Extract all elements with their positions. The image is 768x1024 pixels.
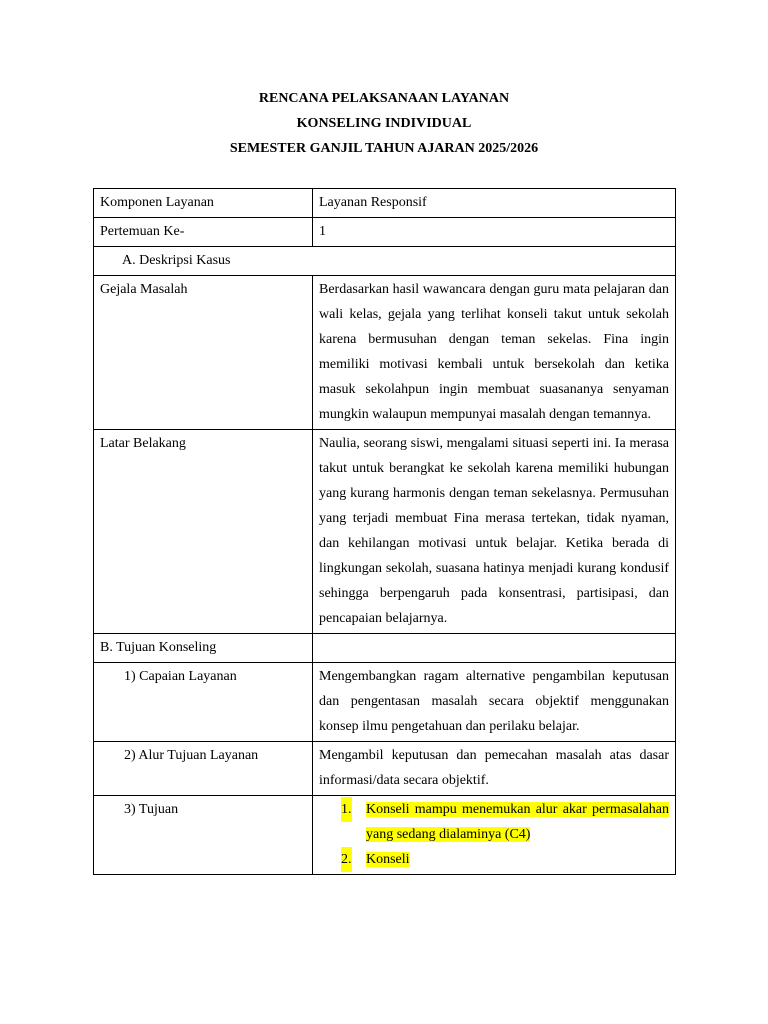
tujuan-label: 3) Tujuan bbox=[94, 796, 313, 875]
alur-value: Mengambil keputusan dan pemecahan masalah atas dasar informasi/data secara objektif. bbox=[313, 742, 676, 796]
list-text: Konseli mampu menemukan alur akar permasalahan yang sedang dialaminya (C4) bbox=[366, 802, 669, 842]
section-a-heading: A. Deskripsi Kasus bbox=[94, 247, 676, 276]
table-row bbox=[94, 796, 676, 875]
table-row bbox=[94, 276, 676, 430]
latar-value: Naulia, seorang siswi, mengalami situasi seperti ini. Ia merasa takut untuk berangkat ke sekolah karena memiliki hubungan yang kurang harmonis dengan teman sekelasnya. Permusuhan yang terjadi membuat Fina merasa tertekan, tidak nyaman, dan kehilangan motivasi untuk belajar. Ketika berada di lingkungan sekolah, suasana hatinya menjadi kurang kondusif sehingga berpengaruh pada konsentrasi, partisipasi, dan pencapaian belajarnya. bbox=[313, 430, 676, 634]
gejala-value: Berdasarkan hasil wawancara dengan guru mata pelajaran dan wali kelas, gejala yang terlihat konseli takut untuk sekolah karena bermusuhan dengan teman sekelas. Fina ingin memiliki motivasi kembali untuk bersekolah dan ketika masuk sekolahpun ingin membuat suasananya senyaman mungkin walaupun mempunyai masalah dengan temannya. bbox=[313, 276, 676, 430]
tujuan-value bbox=[313, 796, 676, 875]
title-line-3: SEMESTER GANJIL TAHUN AJARAN 2025/2026 bbox=[229, 141, 539, 156]
table-row bbox=[94, 218, 676, 247]
document-header bbox=[0, 86, 768, 161]
table-row bbox=[94, 634, 676, 663]
alur-label: 2) Alur Tujuan Layanan bbox=[94, 742, 313, 796]
latar-label: Latar Belakang bbox=[94, 430, 313, 634]
empty-cell bbox=[313, 634, 676, 663]
gejala-label: Gejala Masalah bbox=[94, 276, 313, 430]
table-row bbox=[94, 430, 676, 634]
list-number: 1. bbox=[341, 797, 352, 822]
pertemuan-value: 1 bbox=[313, 218, 676, 247]
capaian-value: Mengembangkan ragam alternative pengambilan keputusan dan pengentasan masalah secara objektif menggunakan konsep ilmu pengetahuan dan perilaku belajar. bbox=[313, 663, 676, 742]
komponen-value: Layanan Responsif bbox=[313, 189, 676, 218]
service-plan-table bbox=[93, 188, 676, 875]
list-text: Konseli bbox=[366, 852, 410, 867]
section-b-heading: B. Tujuan Konseling bbox=[94, 634, 313, 663]
komponen-label: Komponen Layanan bbox=[94, 189, 313, 218]
tujuan-list bbox=[319, 797, 669, 872]
table-row bbox=[94, 247, 676, 276]
table-row bbox=[94, 663, 676, 742]
list-number: 2. bbox=[341, 847, 352, 872]
list-item bbox=[319, 797, 669, 847]
title-line-2: KONSELING INDIVIDUAL bbox=[296, 116, 472, 131]
list-item bbox=[319, 847, 669, 872]
title-line-1: RENCANA PELAKSANAAN LAYANAN bbox=[258, 91, 510, 106]
pertemuan-label: Pertemuan Ke- bbox=[94, 218, 313, 247]
capaian-label: 1) Capaian Layanan bbox=[94, 663, 313, 742]
table-row bbox=[94, 189, 676, 218]
table-row bbox=[94, 742, 676, 796]
